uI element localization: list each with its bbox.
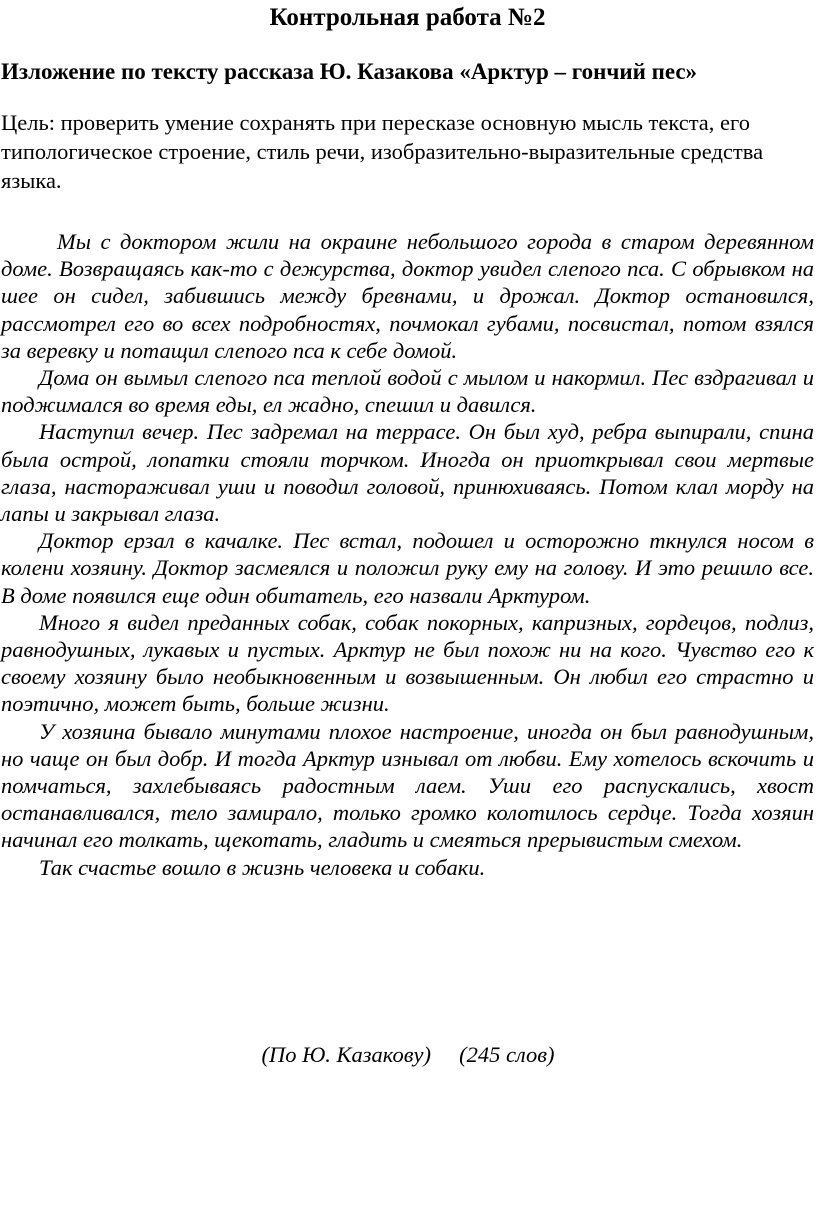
story-paragraph: Доктор ерзал в качалке. Пес встал, подошел и осторожно ткнулся носом в колени хозяину. Доктор засмеялся и положил руку ему на голову. И это решило все. В доме появился еще один обитатель, его назвали Арктуром. <box>1 528 814 608</box>
word-count: (245 слов) <box>459 1042 555 1067</box>
story-paragraph: Мы с доктором жили на окраине небольшого города в старом деревянном доме. Возвращаясь как-то с дежурства, доктор увидел слепого пса. С обрывком на шее он сидел, забившись между бревнами, и дрожал. Доктор остановился, рассмотрел его во всех подробностях, почмокал губами, посвистал, потом взялся за веревку и потащил слепого пса к себе домой. <box>1 229 814 363</box>
document-subtitle: Изложение по тексту рассказа Ю. Казакова «Арктур – гончий пес» <box>1 59 698 84</box>
story-paragraph: Дома он вымыл слепого пса теплой водой с мылом и накормил. Пес вздрагивал и поджимался во время еды, ел жадно, спешил и давился. <box>1 365 814 418</box>
story-paragraph: Наступил вечер. Пес задремал на террасе. Он был худ, ребра выпирали, спина была острой, лопатки стояли торчком. Иногда он приоткрывал свои мертвые глаза, настораживал уши и поводил головой, принюхиваясь. Потом клал морду на лапы и закрывал глаза. <box>1 419 814 527</box>
story-paragraph: Так счастье вошло в жизнь человека и собаки. <box>39 854 486 880</box>
source-attribution <box>0 1041 816 1069</box>
source-author: (По Ю. Казакову) <box>261 1042 431 1067</box>
document-title: Контрольная работа №2 <box>269 4 546 31</box>
story-paragraph: Много я видел преданных собак, собак покорных, капризных, гордецов, подлиз, равнодушных, лукавых и пустых. Арктур не был похож ни на кого. Чувство его к своему хозяину было необыкновенным и возвышенным. Он любил его страстно и поэтично, может быть, больше жизни. <box>1 609 814 717</box>
story-text <box>1 228 814 881</box>
story-paragraph: У хозяина бывало минутами плохое настроение, иногда он был равнодушным, но чаще он был добр. И тогда Арктур изнывал от любви. Ему хотелось вскочить и помчаться, захлебываясь радостным лаем. Уши его распускались, хвост останавливался, тело замирало, только громко колотилось сердце. Тогда хозяин начинал его толкать, щекотать, гладить и смеяться прерывистым смехом. <box>1 718 814 853</box>
assignment-goal: Цель: проверить умение сохранять при пересказе основную мысль текста, его типологическое строение, стиль речи, изобразительно-выразительные средства языка. <box>1 110 764 193</box>
